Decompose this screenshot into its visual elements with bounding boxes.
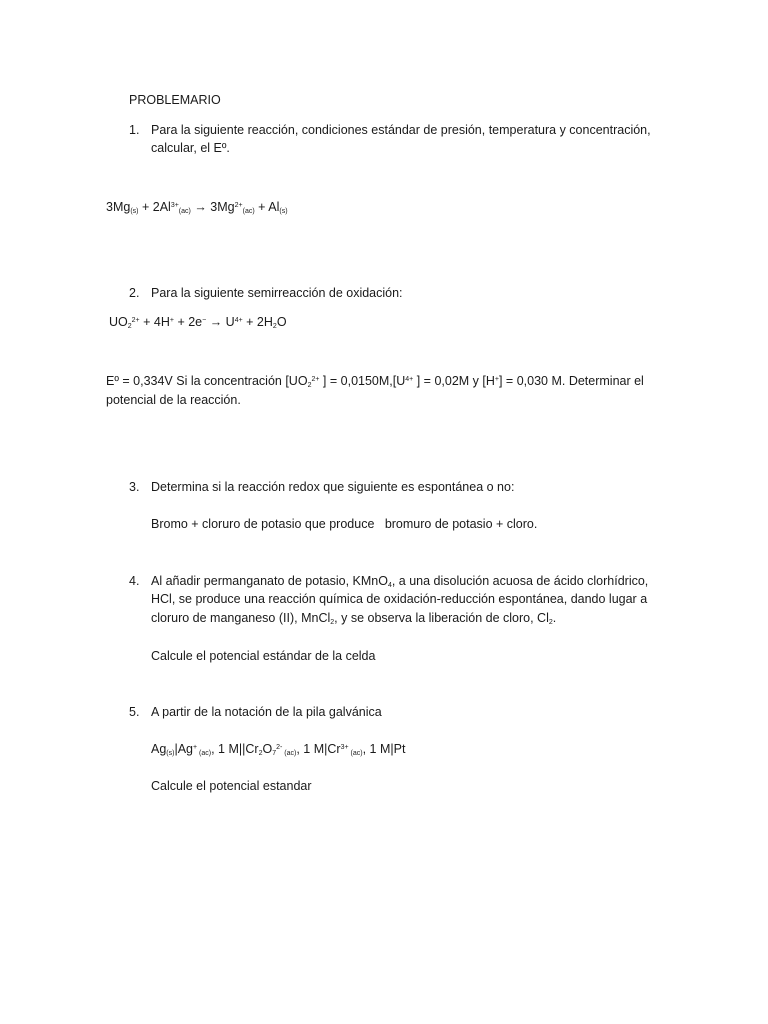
eq1-subscript: (s) bbox=[130, 208, 139, 216]
cell-subscript: (ac) bbox=[197, 750, 212, 758]
eq1-term: + Al bbox=[258, 200, 280, 214]
equation-1 bbox=[106, 198, 288, 217]
eq1-term: + 2Al bbox=[138, 200, 171, 214]
conditions-line-1 bbox=[106, 372, 644, 391]
question-4-calc: Calcule el potencial estándar de la celda bbox=[151, 649, 376, 663]
conditions-subscript: 2 bbox=[307, 382, 312, 390]
question-4-number: 4. bbox=[129, 574, 140, 588]
eq2-superscript: 4+ bbox=[234, 316, 243, 324]
question-4-line-3 bbox=[151, 609, 556, 628]
question-4-text: , a una disolución acuosa de ácido clorhídrico, bbox=[391, 574, 649, 588]
question-4-line-1 bbox=[151, 572, 648, 591]
cell-superscript: 2- bbox=[276, 743, 283, 751]
eq2-superscript: − bbox=[202, 316, 207, 324]
cell-subscript: (ac) bbox=[282, 750, 297, 758]
cell-term: , 1 M|Pt bbox=[362, 742, 406, 756]
eq2-term: UO bbox=[109, 315, 128, 329]
cell-superscript: 3+ bbox=[340, 743, 349, 751]
question-4-line-2: HCl, se produce una reacción química de oxidación-reducción espontánea, dando lugar a bbox=[151, 592, 648, 606]
conditions-text: ] = 0,02M y [H bbox=[413, 374, 495, 388]
eq1-term: 3Mg bbox=[106, 200, 131, 214]
equation-2 bbox=[109, 313, 287, 332]
cell-subscript: 2 bbox=[258, 750, 263, 758]
question-4-subscript: 4 bbox=[387, 582, 392, 590]
question-4-text: Al añadir permanganato de potasio, KMnO bbox=[151, 574, 388, 588]
cell-term: , 1 M||Cr bbox=[211, 742, 259, 756]
eq2-term: → U bbox=[206, 315, 235, 329]
conditions-superscript: + bbox=[494, 375, 499, 383]
question-2-number: 2. bbox=[129, 286, 140, 300]
question-3-reaction: Bromo + cloruro de potasio que produce bromuro de potasio + cloro. bbox=[151, 517, 538, 531]
question-5-number: 5. bbox=[129, 705, 140, 719]
conditions-superscript: 2+ bbox=[311, 375, 320, 383]
question-2-text: Para la siguiente semirreacción de oxidación: bbox=[151, 286, 403, 300]
question-1-number: 1. bbox=[129, 123, 140, 137]
eq1-superscript: 3+ bbox=[170, 201, 179, 209]
cell-subscript: (s) bbox=[166, 750, 175, 758]
question-4-subscript: 2 bbox=[330, 619, 335, 627]
eq1-arrow-term: → 3Mg bbox=[190, 200, 235, 214]
eq2-term: + 2H bbox=[242, 315, 273, 329]
conditions-line-2: potencial de la reacción. bbox=[106, 393, 241, 407]
question-5-calc: Calcule el potencial estandar bbox=[151, 779, 312, 793]
cell-term: |Ag bbox=[174, 742, 194, 756]
cell-subscript: 7 bbox=[272, 750, 277, 758]
cell-subscript: (ac) bbox=[348, 750, 363, 758]
conditions-text: Eº = 0,334V Si la concentración [UO bbox=[106, 374, 308, 388]
conditions-text: ] = 0,030 M. Determinar el bbox=[498, 374, 644, 388]
page-title: PROBLEMARIO bbox=[129, 93, 221, 107]
question-3-number: 3. bbox=[129, 480, 140, 494]
conditions-text: ] = 0,0150M,[U bbox=[319, 374, 406, 388]
conditions-superscript: 4+ bbox=[405, 375, 414, 383]
cell-term: Ag bbox=[151, 742, 167, 756]
eq2-term: + 2e bbox=[173, 315, 203, 329]
eq2-term: + 4H bbox=[139, 315, 170, 329]
cell-superscript: + bbox=[193, 743, 198, 751]
question-1-line-2: calcular, el Eº. bbox=[151, 141, 230, 155]
question-1-line-1: Para la siguiente reacción, condiciones estándar de presión, temperatura y concentración, bbox=[151, 123, 651, 137]
question-4-text: , y se observa la liberación de cloro, Cl bbox=[334, 611, 549, 625]
eq1-superscript: 2+ bbox=[234, 201, 243, 209]
question-5-text: A partir de la notación de la pila galvánica bbox=[151, 705, 382, 719]
eq2-term: O bbox=[276, 315, 287, 329]
question-3-text: Determina si la reacción redox que siguiente es espontánea o no: bbox=[151, 480, 515, 494]
cell-term: O bbox=[262, 742, 273, 756]
eq1-subscript: (ac) bbox=[178, 208, 191, 216]
cell-term: , 1 M|Cr bbox=[296, 742, 341, 756]
eq1-subscript: (s) bbox=[279, 208, 288, 216]
question-4-text: . bbox=[552, 611, 557, 625]
eq2-superscript: 2+ bbox=[131, 316, 140, 324]
eq2-subscript: 2 bbox=[127, 323, 132, 331]
galvanic-cell-notation bbox=[151, 740, 405, 759]
question-4-subscript: 2 bbox=[548, 619, 553, 627]
question-4-text: cloruro de manganeso (II), MnCl bbox=[151, 611, 331, 625]
eq1-subscript: (ac) bbox=[242, 208, 255, 216]
eq2-superscript: + bbox=[169, 316, 174, 324]
eq2-subscript: 2 bbox=[272, 323, 277, 331]
